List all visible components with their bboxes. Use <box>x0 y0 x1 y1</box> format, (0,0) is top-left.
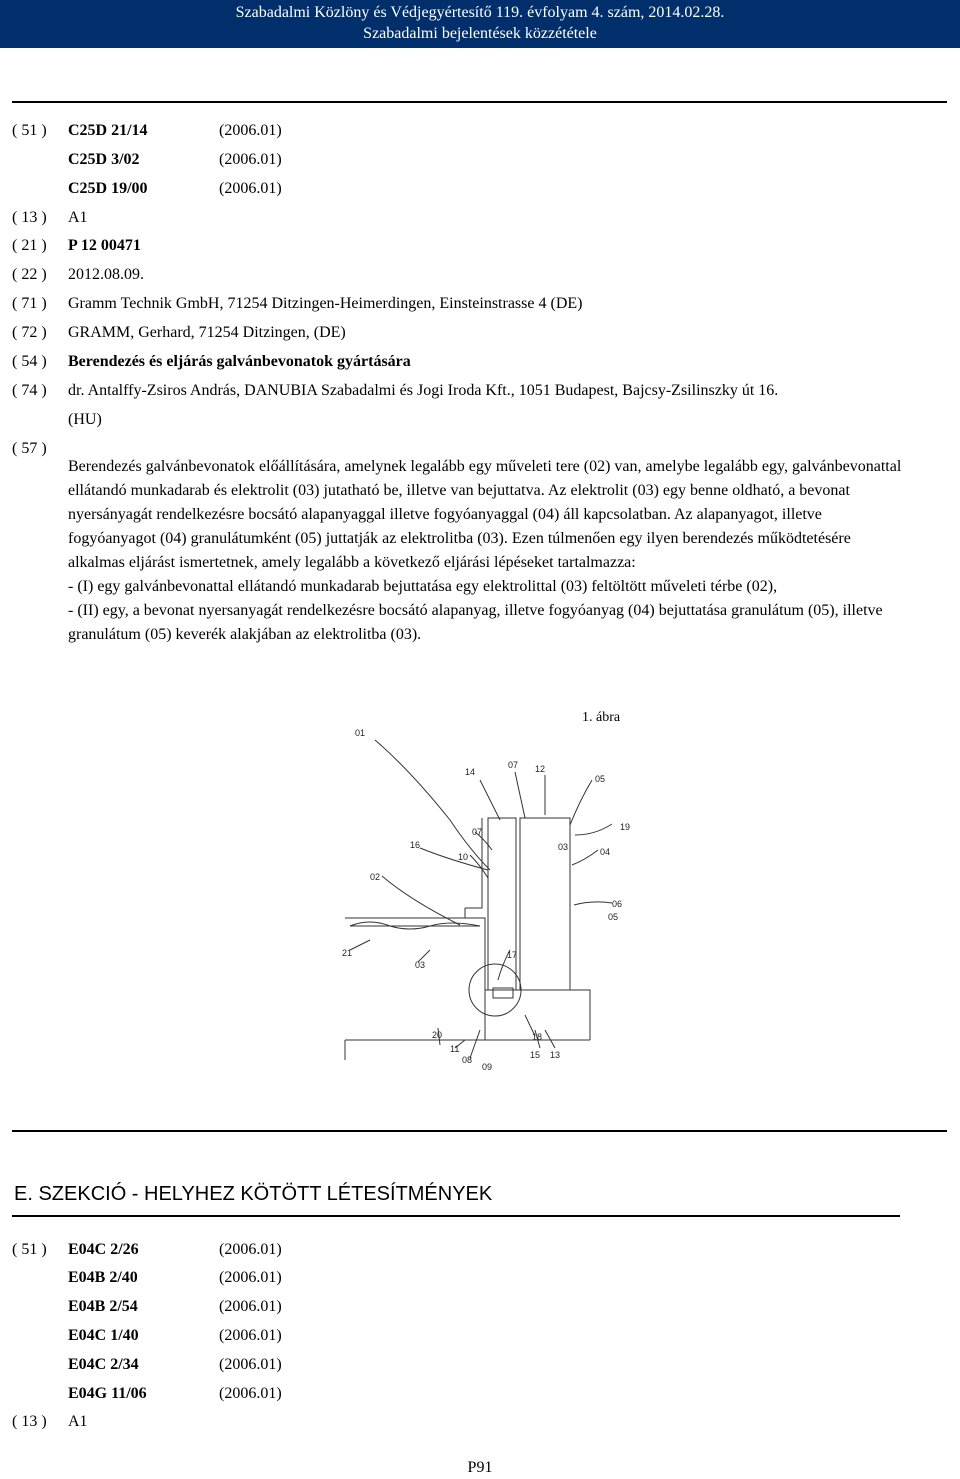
ipc-code: E04B 2/40 <box>68 1269 138 1286</box>
field-code-57: ( 57 ) <box>12 440 47 457</box>
fig-label: 11 <box>450 1044 460 1054</box>
ipc-date: (2006.01) <box>219 180 282 197</box>
fig-label: 08 <box>462 1055 473 1065</box>
attorney-country: (HU) <box>68 411 102 428</box>
abstract-step-2: - (II) egy, a bevonat nyersanyagát rendelkezésre bocsátó alapanyag, illetve fogyóanyag (04) bejuttatása granulátum (05), illetve granulátum (05) keverék alakjában az elektrolitba (03). <box>68 602 883 643</box>
header-journal-line: Szabadalmi Közlöny és Védjegyértesítő 119. évfolyam 4. szám, 2014.02.28. <box>235 4 725 21</box>
section-underline <box>12 1215 900 1217</box>
field-code-13: ( 13 ) <box>12 1413 47 1430</box>
applicant: Gramm Technik GmbH, 71254 Ditzingen-Heimerdingen, Einsteinstrasse 4 (DE) <box>68 295 583 312</box>
fig-label: 04 <box>600 847 611 857</box>
fig-label: 01 <box>355 728 366 738</box>
fig-label: 07 <box>508 760 519 770</box>
entry-divider <box>12 1130 947 1132</box>
fig-label: 16 <box>410 840 421 850</box>
fig-label: 20 <box>432 1030 443 1040</box>
ipc-code: C25D 21/14 <box>68 122 148 139</box>
ipc-date: (2006.01) <box>219 1356 282 1373</box>
ipc-date: (2006.01) <box>219 1385 282 1402</box>
field-code-54: ( 54 ) <box>12 353 47 370</box>
fig-label: 15 <box>530 1050 541 1060</box>
top-divider <box>12 101 947 103</box>
field-code-13: ( 13 ) <box>12 209 47 226</box>
ipc-code: C25D 3/02 <box>68 151 140 168</box>
fig-label: 05 <box>608 912 619 922</box>
filing-date: 2012.08.09. <box>68 266 144 283</box>
abstract <box>68 455 910 647</box>
fig-label: 14 <box>465 767 476 777</box>
ipc-date: (2006.01) <box>219 151 282 168</box>
fig-label: 06 <box>612 899 623 909</box>
ipc-date: (2006.01) <box>219 1298 282 1315</box>
field-code-72: ( 72 ) <box>12 324 47 341</box>
figure-labels <box>342 728 630 1072</box>
fig-label: 05 <box>595 774 606 784</box>
fig-label: 19 <box>620 822 631 832</box>
attorney: dr. Antalffy-Zsiros András, DANUBIA Szabadalmi és Jogi Iroda Kft., 1051 Budapest, Bajcsy-Zsilinszky út 16. <box>68 382 779 399</box>
fig-label: 03 <box>558 842 569 852</box>
fig-label: 10 <box>458 852 469 862</box>
fig-label: 18 <box>532 1032 543 1042</box>
abstract-paragraph: Berendezés galvánbevonatok előállítására, amelynek legalább egy műveleti tere (02) van, amelybe legalább egy, galvánbevonattal ellátandó munkadarab és elektrolit (03) jutatható be, illetve van bejuttatva. Az elektrolit (03) egy benne oldható, a bevonat nyersányagát rendelkezésre bocsátó alapanyaggal illetve fogyóanyaggal (04) áll kapcsolatban. Az alapanyagot, illetve fogyóanyagot (04) granulátumként (05) juttatják az elektrolitba (03). Ezen túlmenően egy ilyen berendezés működtetésére alkalmas eljárást ismertetnek, amely legalább a következő eljárási lépéseket tartalmazza: <box>68 458 902 571</box>
patent-drawing <box>330 700 660 1085</box>
page-header <box>0 0 960 48</box>
kind-code: A1 <box>68 209 88 226</box>
abstract-step-1: - (I) egy galvánbevonattal ellátandó munkadarab bejuttatása egy elektrolittal (03) feltöltött műveleti térbe (02), <box>68 578 778 595</box>
ipc-code: E04B 2/54 <box>68 1298 138 1315</box>
fig-label: 13 <box>550 1050 561 1060</box>
page-number: P91 <box>467 1459 493 1476</box>
ipc-date: (2006.01) <box>219 1241 282 1258</box>
fig-label: 21 <box>342 948 353 958</box>
fig-label: 02 <box>370 872 381 882</box>
fig-label: 07 <box>472 827 483 837</box>
fig-label: 17 <box>507 950 518 960</box>
inventor: GRAMM, Gerhard, 71254 Ditzingen, (DE) <box>68 324 346 341</box>
section-heading: E. SZEKCIÓ - HELYHEZ KÖTÖTT LÉTESÍTMÉNYEK <box>14 1183 493 1205</box>
fig-label: 12 <box>535 764 546 774</box>
field-code-74: ( 74 ) <box>12 382 47 399</box>
ipc-code: E04C 2/34 <box>68 1356 139 1373</box>
field-code-51: ( 51 ) <box>12 122 47 139</box>
ipc-date: (2006.01) <box>219 1327 282 1344</box>
field-code-51: ( 51 ) <box>12 1241 47 1258</box>
ipc-date: (2006.01) <box>219 122 282 139</box>
patent-title: Berendezés és eljárás galvánbevonatok gyártására <box>68 353 411 370</box>
figure-caption: 1. ábra <box>582 710 621 725</box>
field-code-71: ( 71 ) <box>12 295 47 312</box>
ipc-code: E04G 11/06 <box>68 1385 147 1402</box>
field-code-22: ( 22 ) <box>12 266 47 283</box>
ipc-code: E04C 1/40 <box>68 1327 139 1344</box>
ipc-date: (2006.01) <box>219 1269 282 1286</box>
application-number: P 12 00471 <box>68 237 141 254</box>
ipc-code: C25D 19/00 <box>68 180 148 197</box>
fig-label: 03 <box>415 960 426 970</box>
header-section-line: Szabadalmi bejelentések közzététele <box>363 25 597 42</box>
fig-label: 09 <box>482 1062 493 1072</box>
ipc-code: E04C 2/26 <box>68 1241 139 1258</box>
field-code-21: ( 21 ) <box>12 237 47 254</box>
kind-code: A1 <box>68 1413 88 1430</box>
